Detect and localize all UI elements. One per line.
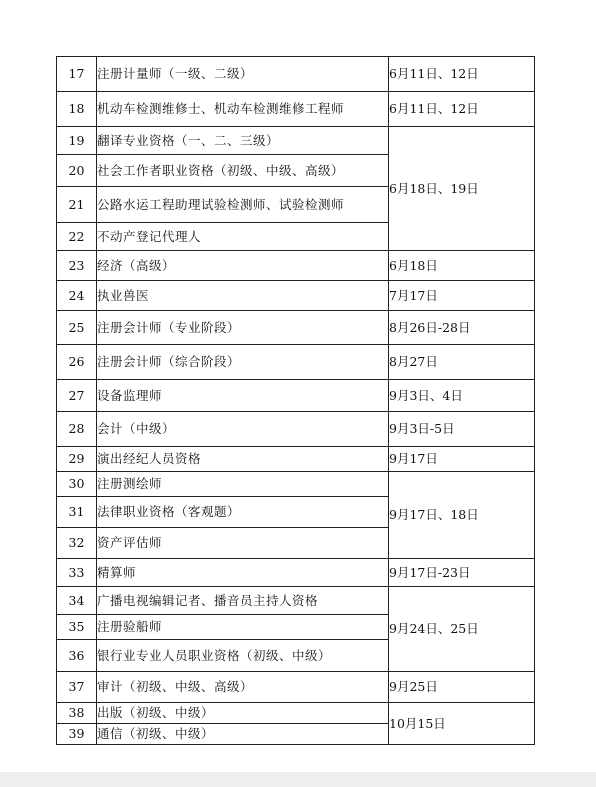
- exam-date: 6月11日、12日: [389, 92, 535, 127]
- table-row: [57, 447, 535, 472]
- table-row: [57, 472, 535, 497]
- row-number: 37: [57, 672, 97, 703]
- exam-name: 经济（高级）: [97, 251, 389, 281]
- row-number: 21: [57, 187, 97, 223]
- row-number: 35: [57, 615, 97, 640]
- exam-date: 6月18日: [389, 251, 535, 281]
- bottom-scroll-strip: [0, 772, 596, 787]
- exam-date: 9月17日: [389, 447, 535, 472]
- row-number: 25: [57, 311, 97, 345]
- exam-name: 银行业专业人员职业资格（初级、中级）: [97, 640, 389, 672]
- table-row: [57, 412, 535, 447]
- exam-date: 8月27日: [389, 345, 535, 380]
- exam-date: 9月3日、4日: [389, 380, 535, 412]
- row-number: 38: [57, 703, 97, 724]
- exam-name: 机动车检测维修士、机动车检测维修工程师: [97, 92, 389, 127]
- table-row: [57, 587, 535, 615]
- row-number: 18: [57, 92, 97, 127]
- exam-date: 9月17日-23日: [389, 559, 535, 587]
- exam-name: 翻译专业资格（一、二、三级）: [97, 127, 389, 155]
- exam-date: 7月17日: [389, 281, 535, 311]
- exam-name: 设备监理师: [97, 380, 389, 412]
- row-number: 24: [57, 281, 97, 311]
- exam-name: 公路水运工程助理试验检测师、试验检测师: [97, 187, 389, 223]
- exam-date: 8月26日-28日: [389, 311, 535, 345]
- exam-date: 9月25日: [389, 672, 535, 703]
- table-row: [57, 127, 535, 155]
- row-number: 20: [57, 155, 97, 187]
- table-row: [57, 380, 535, 412]
- row-number: 39: [57, 724, 97, 745]
- exam-name: 注册测绘师: [97, 472, 389, 497]
- table-row: [57, 251, 535, 281]
- exam-name: 注册计量师（一级、二级）: [97, 57, 389, 92]
- table-row: [57, 57, 535, 92]
- row-number: 26: [57, 345, 97, 380]
- exam-name: 法律职业资格（客观题）: [97, 497, 389, 528]
- exam-name: 注册验船师: [97, 615, 389, 640]
- exam-name: 资产评估师: [97, 528, 389, 559]
- table-row: [57, 311, 535, 345]
- row-number: 17: [57, 57, 97, 92]
- exam-name: 审计（初级、中级、高级）: [97, 672, 389, 703]
- exam-date: 9月17日、18日: [389, 472, 535, 559]
- table-row: [57, 559, 535, 587]
- exam-name: 注册会计师（专业阶段）: [97, 311, 389, 345]
- exam-name: 执业兽医: [97, 281, 389, 311]
- table-row: [57, 281, 535, 311]
- exam-name: 演出经纪人员资格: [97, 447, 389, 472]
- exam-date: 6月18日、19日: [389, 127, 535, 251]
- exam-name: 会计（中级）: [97, 412, 389, 447]
- exam-name: 广播电视编辑记者、播音员主持人资格: [97, 587, 389, 615]
- exam-schedule-table: [56, 56, 535, 745]
- exam-name: 通信（初级、中级）: [97, 724, 389, 745]
- row-number: 36: [57, 640, 97, 672]
- exam-name: 出版（初级、中级）: [97, 703, 389, 724]
- exam-schedule-body: [57, 57, 535, 745]
- table-row: [57, 672, 535, 703]
- table-row: [57, 92, 535, 127]
- row-number: 28: [57, 412, 97, 447]
- table-row: [57, 345, 535, 380]
- exam-date: 10月15日: [389, 703, 535, 745]
- table-row: [57, 703, 535, 724]
- row-number: 27: [57, 380, 97, 412]
- row-number: 32: [57, 528, 97, 559]
- exam-date: 9月3日-5日: [389, 412, 535, 447]
- row-number: 30: [57, 472, 97, 497]
- exam-name: 社会工作者职业资格（初级、中级、高级）: [97, 155, 389, 187]
- row-number: 34: [57, 587, 97, 615]
- exam-date: 9月24日、25日: [389, 587, 535, 672]
- row-number: 33: [57, 559, 97, 587]
- exam-name: 注册会计师（综合阶段）: [97, 345, 389, 380]
- exam-name: 精算师: [97, 559, 389, 587]
- row-number: 31: [57, 497, 97, 528]
- row-number: 23: [57, 251, 97, 281]
- exam-name: 不动产登记代理人: [97, 223, 389, 251]
- exam-date: 6月11日、12日: [389, 57, 535, 92]
- row-number: 19: [57, 127, 97, 155]
- row-number: 22: [57, 223, 97, 251]
- row-number: 29: [57, 447, 97, 472]
